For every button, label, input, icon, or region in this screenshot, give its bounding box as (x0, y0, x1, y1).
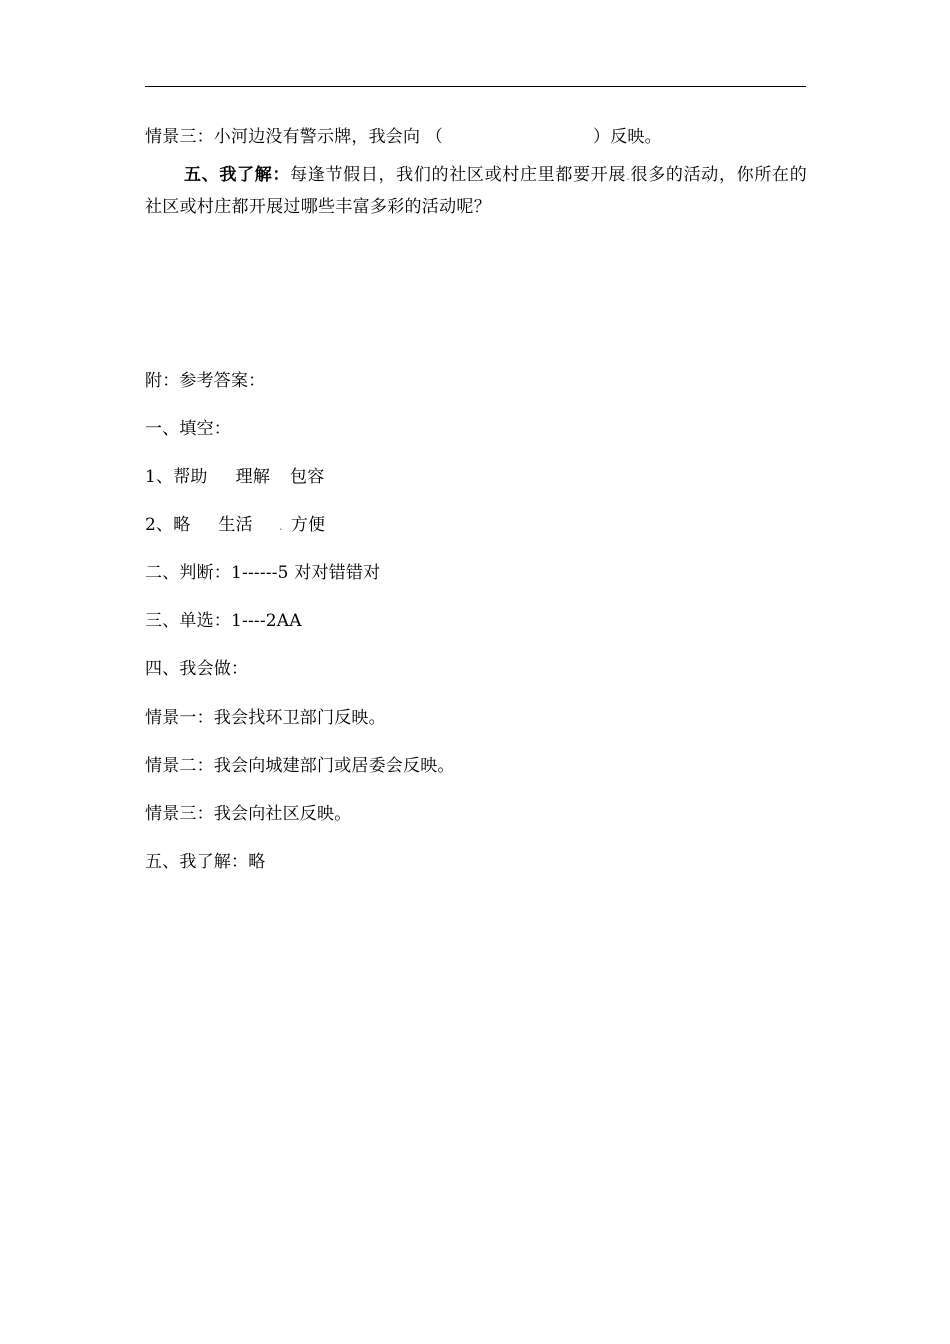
fill-blank-heading: 一、填空： (145, 419, 231, 439)
fill-blank-2-third: 方便 (290, 515, 326, 535)
single-choice-answer: 三、单选：1----2AA (145, 611, 302, 631)
fill-blank-1-first: 1、帮助 (145, 467, 208, 487)
i-can-do-heading: 四、我会做： (145, 659, 249, 679)
fill-blank-1-second: 理解 (235, 467, 271, 487)
judge-answer: 二、判断：1------5 对对错错对 (145, 563, 381, 583)
section5-label: 五、我了解： (184, 165, 291, 185)
fill-blank-2-second: 生活 (218, 515, 253, 535)
fill-blank-answer-1 (145, 465, 324, 489)
scenario3-prefix: 情景三：小河边没有警示牌，我会向 （ (145, 127, 444, 147)
fill-blank-2-first: 2、略 (145, 515, 191, 535)
section5-text-part2: 很多的活动，你所在的社区或村庄都开展过哪些丰富多彩的活动呢？ (145, 165, 807, 217)
small-dot-mark: . (626, 169, 631, 183)
small-dot-mark: . (278, 519, 283, 533)
i-know-answer: 五、我了解：略 (145, 852, 266, 872)
fill-blank-answer-2 (145, 513, 325, 538)
section5-text-part1: 每逢节假日，我们的社区或村庄里都要开展 (290, 165, 627, 185)
fill-blank-1-third: 包容 (290, 467, 325, 487)
answers-heading: 附：参考答案： (145, 371, 266, 391)
header-rule (145, 86, 806, 87)
scenario3-question (145, 125, 662, 149)
scenario1-answer: 情景一：我会找环卫部门反映。 (145, 708, 386, 728)
scenario3-answer: 情景三：我会向社区反映。 (145, 804, 352, 824)
section5-question (145, 160, 807, 223)
scenario2-answer: 情景二：我会向城建部门或居委会反映。 (145, 756, 455, 776)
scenario3-suffix: ）反映。 (593, 127, 662, 147)
